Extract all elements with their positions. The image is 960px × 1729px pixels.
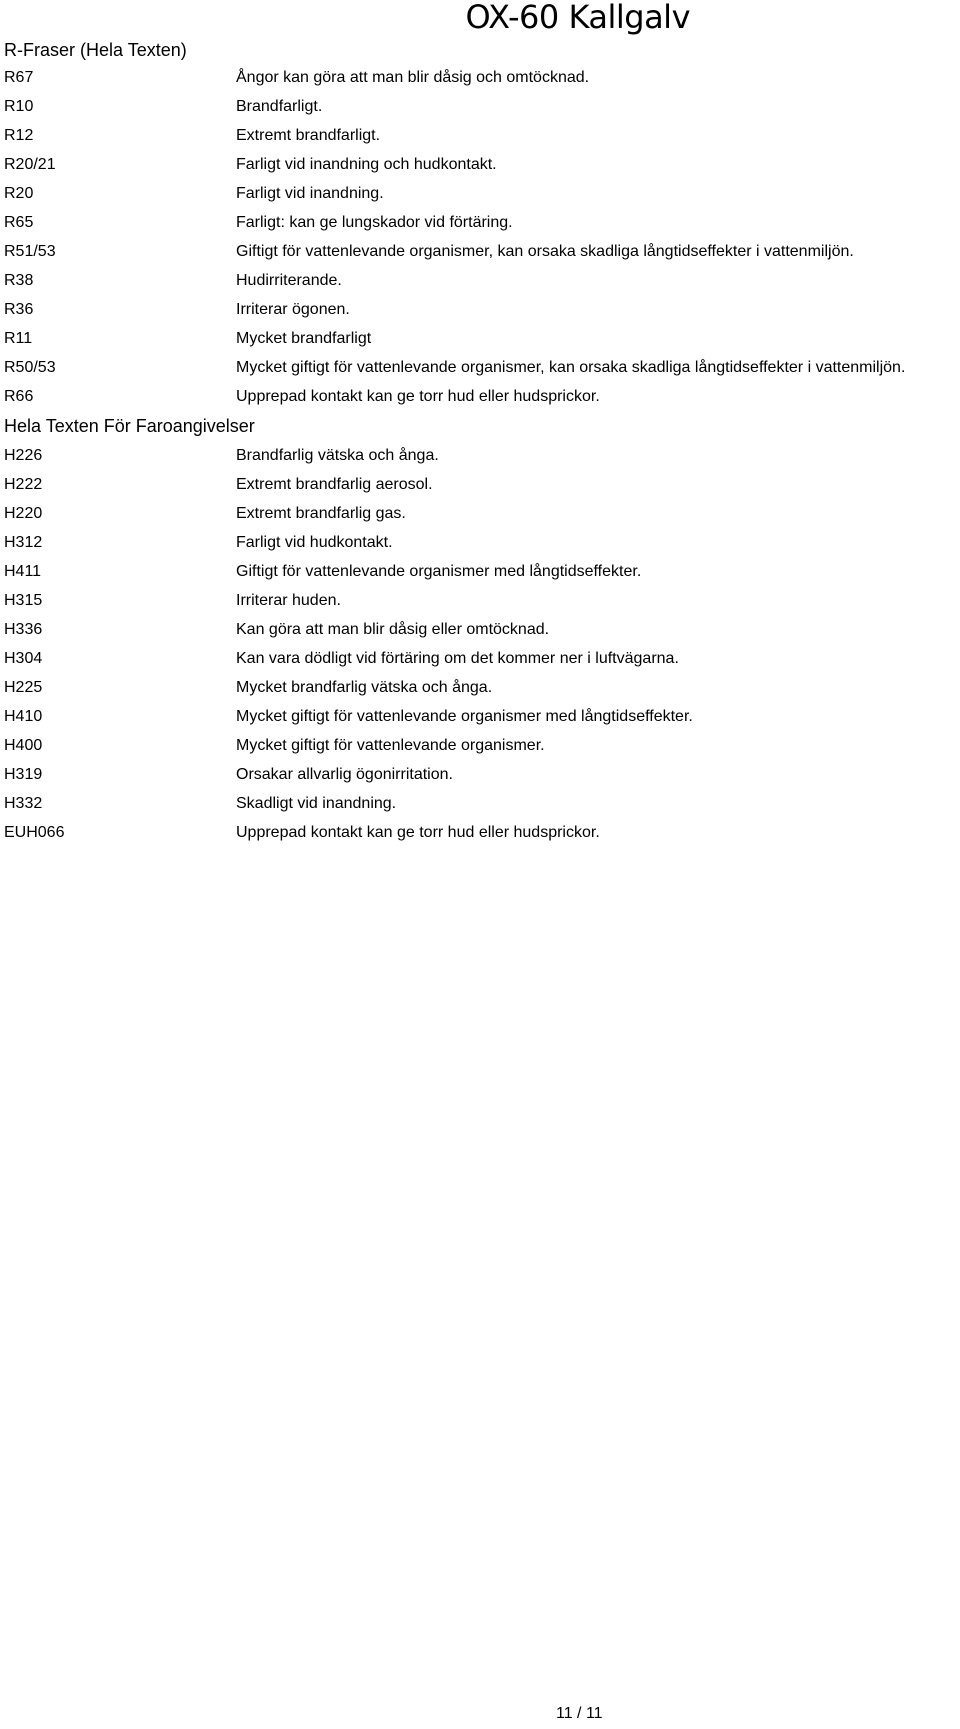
h-statement-row bbox=[0, 592, 960, 621]
r-phrase-code: R11 bbox=[4, 330, 33, 347]
r-phrase-code: R66 bbox=[4, 388, 34, 405]
r-phrase-code: R20 bbox=[4, 185, 34, 202]
h-statement-code: H226 bbox=[4, 447, 43, 464]
h-statement-code: H319 bbox=[4, 766, 43, 783]
r-phrase-text: Irriterar ögonen. bbox=[236, 301, 350, 318]
h-statement-code: H411 bbox=[4, 563, 42, 580]
h-statement-code: H225 bbox=[4, 679, 43, 696]
h-statement-text: Mycket giftigt för vattenlevande organismer. bbox=[236, 737, 545, 754]
r-phrase-code: R65 bbox=[4, 214, 34, 231]
h-statement-text: Kan göra att man blir dåsig eller omtöcknad. bbox=[236, 621, 550, 638]
r-phrase-row bbox=[0, 330, 960, 359]
h-statement-row bbox=[0, 824, 960, 853]
r-phrase-text: Mycket giftigt för vattenlevande organismer, kan orsaka skadliga långtidseffekter i vattenmiljön. bbox=[236, 359, 906, 376]
h-statement-code: H222 bbox=[4, 476, 43, 493]
r-phrase-row bbox=[0, 69, 960, 98]
h-statement-code: H332 bbox=[4, 795, 43, 812]
r-phrase-text: Farligt vid inandning och hudkontakt. bbox=[236, 156, 497, 173]
h-statement-text: Giftigt för vattenlevande organismer med långtidseffekter. bbox=[236, 563, 642, 580]
h-statement-row bbox=[0, 563, 960, 592]
r-phrase-row bbox=[0, 127, 960, 156]
r-phrase-text: Upprepad kontakt kan ge torr hud eller hudsprickor. bbox=[236, 388, 600, 405]
h-statement-row bbox=[0, 505, 960, 534]
h-statement-row bbox=[0, 447, 960, 476]
h-statement-row bbox=[0, 650, 960, 679]
h-statement-text: Orsakar allvarlig ögonirritation. bbox=[236, 766, 453, 783]
h-statement-text: Farligt vid hudkontakt. bbox=[236, 534, 393, 551]
h-statement-row bbox=[0, 476, 960, 505]
h-statement-row bbox=[0, 795, 960, 824]
h-statement-code: H400 bbox=[4, 737, 43, 754]
r-phrase-code: R38 bbox=[4, 272, 34, 289]
r-phrase-row bbox=[0, 185, 960, 214]
r-phrase-row bbox=[0, 388, 960, 417]
r-phrase-row bbox=[0, 272, 960, 301]
r-phrases-heading: R-Fraser (Hela Texten) bbox=[4, 40, 187, 60]
r-phrase-code: R51/53 bbox=[4, 243, 56, 260]
r-phrase-text: Mycket brandfarligt bbox=[236, 330, 372, 347]
h-statement-text: Skadligt vid inandning. bbox=[236, 795, 397, 812]
h-statement-text: Upprepad kontakt kan ge torr hud eller hudsprickor. bbox=[236, 824, 600, 841]
r-phrase-code: R36 bbox=[4, 301, 34, 318]
h-statement-text: Brandfarlig vätska och ånga. bbox=[236, 447, 439, 464]
h-statement-code: H315 bbox=[4, 592, 43, 609]
r-phrase-text: Brandfarligt. bbox=[236, 98, 323, 115]
page-number: 11 / 11 bbox=[556, 1705, 603, 1722]
r-phrase-row bbox=[0, 359, 960, 388]
document-title: OX-60 Kallgalv bbox=[465, 0, 690, 36]
h-statement-code: H410 bbox=[4, 708, 43, 725]
r-phrase-text: Farligt: kan ge lungskador vid förtäring. bbox=[236, 214, 513, 231]
h-statement-text: Irriterar huden. bbox=[236, 592, 341, 609]
h-statement-text: Mycket brandfarlig vätska och ånga. bbox=[236, 679, 493, 696]
h-statement-text: Extremt brandfarlig gas. bbox=[236, 505, 406, 522]
r-phrase-code: R10 bbox=[4, 98, 34, 115]
r-phrase-row bbox=[0, 214, 960, 243]
h-statement-row bbox=[0, 621, 960, 650]
h-statement-text: Extremt brandfarlig aerosol. bbox=[236, 476, 433, 493]
h-statement-text: Mycket giftigt för vattenlevande organismer med långtidseffekter. bbox=[236, 708, 693, 725]
h-statement-code: H304 bbox=[4, 650, 43, 667]
r-phrase-row bbox=[0, 98, 960, 127]
h-statement-row bbox=[0, 534, 960, 563]
h-statement-code: H336 bbox=[4, 621, 43, 638]
r-phrase-text: Giftigt för vattenlevande organismer, kan orsaka skadliga långtidseffekter i vattenmiljön. bbox=[236, 243, 854, 260]
r-phrase-text: Hudirriterande. bbox=[236, 272, 342, 289]
h-statement-row bbox=[0, 766, 960, 795]
h-statements-heading: Hela Texten För Faroangivelser bbox=[4, 416, 255, 436]
h-statement-row bbox=[0, 737, 960, 766]
r-phrase-code: R67 bbox=[4, 69, 34, 86]
h-statement-row bbox=[0, 708, 960, 737]
h-statement-code: EUH066 bbox=[4, 824, 65, 841]
r-phrase-row bbox=[0, 156, 960, 185]
h-statement-code: H312 bbox=[4, 534, 43, 551]
h-statement-code: H220 bbox=[4, 505, 43, 522]
r-phrase-code: R50/53 bbox=[4, 359, 56, 376]
r-phrase-text: Ångor kan göra att man blir dåsig och omtöcknad. bbox=[236, 69, 590, 86]
r-phrase-text: Extremt brandfarligt. bbox=[236, 127, 381, 144]
h-statement-text: Kan vara dödligt vid förtäring om det kommer ner i luftvägarna. bbox=[236, 650, 679, 667]
r-phrase-row bbox=[0, 243, 960, 272]
h-statement-row bbox=[0, 679, 960, 708]
r-phrase-code: R12 bbox=[4, 127, 34, 144]
r-phrase-text: Farligt vid inandning. bbox=[236, 185, 384, 202]
r-phrase-row bbox=[0, 301, 960, 330]
r-phrase-code: R20/21 bbox=[4, 156, 56, 173]
